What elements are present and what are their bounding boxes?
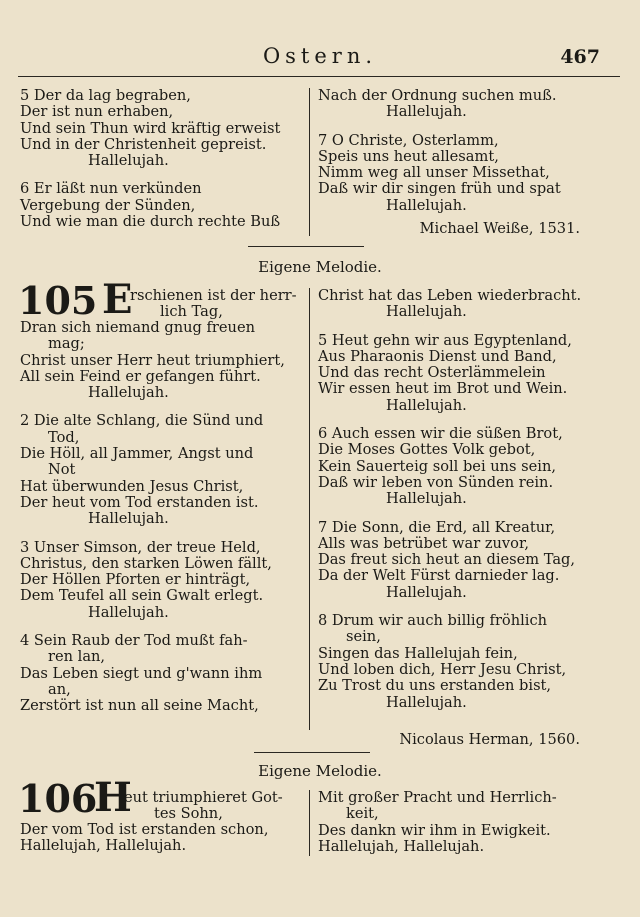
- hymn105-right-column: [318, 288, 581, 711]
- hymn-number-105: 105: [18, 278, 98, 323]
- verse-line: 5 Der da lag begraben,: [20, 87, 191, 104]
- verse-line: Zu Trost du uns erstanden bist,: [318, 677, 552, 695]
- verse-line: 7 O Christe, Osterlamm,: [318, 131, 499, 149]
- verse-line: Tod,: [48, 428, 80, 446]
- verse-line: Das freut sich heut an diesem Tag,: [318, 551, 576, 569]
- refrain-line: Hallelujah.: [386, 583, 467, 601]
- top-left-column: [20, 88, 280, 230]
- verse-line: Nimm weg all unser Missethat,: [318, 164, 550, 182]
- verse-line: Und loben dich, Herr Jesu Christ,: [318, 660, 567, 678]
- verse-line: ren lan,: [48, 648, 106, 666]
- verse-line: Dran sich niemand gnug freuen: [20, 319, 255, 336]
- verse-line: Not: [48, 461, 76, 479]
- verse-line: Das Leben siegt und g'wann ihm: [20, 664, 263, 682]
- verse-line: Die Höll, all Jammer, Angst und: [20, 445, 254, 463]
- verse-line: Des dankn wir ihm in Ewigkeit.: [318, 821, 551, 839]
- column-divider: [309, 288, 310, 730]
- verse-line: 3 Unser Simson, der treue Held,: [20, 538, 261, 556]
- verse-line: Alls was betrübet war zuvor,: [318, 534, 529, 552]
- stanza-gap: [318, 508, 581, 520]
- verse-line: Und das recht Osterlämmelein: [318, 364, 546, 382]
- column-divider: [309, 88, 310, 236]
- refrain-line: Hallelujah.: [88, 384, 169, 402]
- verse-line: Hallelujah, Hallelujah.: [318, 837, 485, 855]
- refrain-line: Hallelujah.: [386, 693, 467, 711]
- verse-line: Daß wir leben von Sünden rein.: [318, 473, 554, 491]
- author-herman: Nicolaus Herman, 1560.: [399, 731, 580, 748]
- verse-line: Zerstört ist nun all seine Macht,: [20, 697, 259, 715]
- section-divider: [248, 246, 364, 247]
- melody-label: Eigene Melodie.: [258, 258, 382, 276]
- verse-line: 6 Auch essen wir die süßen Brot,: [318, 425, 563, 443]
- verse-line: Mit großer Pracht und Herrlich-: [318, 789, 557, 806]
- hymn106-first-line-cont: tes Sohn,: [154, 805, 223, 822]
- verse-line: 4 Sein Raub der Tod mußt fah-: [20, 632, 248, 650]
- verse-line: Hat überwunden Jesus Christ,: [20, 477, 244, 495]
- verse-line: Da der Welt Fürst darnieder lag.: [318, 567, 560, 585]
- verse-line: Singen das Hallelujah fein,: [318, 644, 518, 662]
- hymn-initial-105: E: [102, 276, 133, 323]
- verse-line: an,: [48, 680, 71, 698]
- refrain-line: Hallelujah.: [386, 196, 467, 214]
- verse-line: Die Moses Gottes Volk gebot,: [318, 441, 536, 459]
- verse-line: keit,: [346, 805, 379, 823]
- verse-line: Hallelujah, Hallelujah.: [20, 837, 187, 855]
- column-divider: [309, 790, 310, 856]
- verse-line: 8 Drum wir auch billig fröhlich: [318, 612, 548, 630]
- stanza-gap: [318, 321, 581, 333]
- refrain-line: Hallelujah.: [88, 510, 169, 528]
- verse-line: 5 Heut gehn wir aus Egyptenland,: [318, 331, 572, 349]
- page-title: Ostern.: [262, 44, 378, 68]
- verse-line: Und sein Thun wird kräftig erweist: [20, 119, 281, 137]
- hymn106-left-column: [20, 822, 268, 855]
- verse-line: Christus, den starken Löwen fällt,: [20, 554, 272, 572]
- verse-line: 6 Er läßt nun verkünden: [20, 180, 202, 198]
- verse-line: 7 Die Sonn, die Erd, all Kreatur,: [318, 518, 556, 536]
- refrain-line: Hallelujah.: [386, 396, 467, 414]
- author-weisse: Michael Weiße, 1531.: [419, 220, 580, 237]
- stanza-gap: [318, 121, 561, 133]
- verse-line: Speis uns heut allesamt,: [318, 147, 499, 165]
- refrain-line: Hallelujah.: [88, 603, 169, 621]
- verse-line: mag;: [48, 335, 85, 353]
- melody-label: Eigene Melodie.: [258, 762, 382, 780]
- stanza-gap: [20, 528, 285, 540]
- verse-line: Der ist nun erhaben,: [20, 103, 174, 121]
- section-divider: [254, 752, 370, 753]
- hymn105-left-column: [20, 320, 285, 715]
- hymn106-right-column: [318, 790, 557, 855]
- verse-line: Der Höllen Pforten er hinträgt,: [20, 571, 251, 589]
- refrain-line: Hallelujah.: [386, 303, 467, 321]
- verse-line: Und wie man die durch rechte Buß: [20, 213, 281, 231]
- refrain-line: Hallelujah.: [88, 152, 169, 170]
- hymn-initial-106: H: [94, 774, 132, 821]
- verse-line: 2 Die alte Schlang, die Sünd und: [20, 412, 264, 430]
- verse-line: Nach der Ordnung suchen muß.: [318, 87, 557, 104]
- verse-line: Kein Sauerteig soll bei uns sein,: [318, 457, 557, 475]
- verse-line: All sein Feind er gefangen führt.: [20, 367, 261, 385]
- verse-line: Christ unser Herr heut triumphiert,: [20, 351, 285, 369]
- hymn105-first-line-cont: lich Tag,: [160, 303, 223, 320]
- page-number: 467: [560, 46, 600, 68]
- hymn105-first-line: rschienen ist der herr-: [130, 287, 297, 304]
- refrain-line: Hallelujah.: [386, 490, 467, 508]
- hymn106-first-line: eut triumphieret Got-: [124, 789, 283, 806]
- hymn-number-106: 106: [18, 776, 98, 821]
- verse-line: sein,: [346, 628, 381, 646]
- verse-line: Vergebung der Sünden,: [20, 196, 196, 214]
- verse-line: Aus Pharaonis Dienst und Band,: [318, 347, 557, 365]
- verse-line: Dem Teufel all sein Gwalt erlegt.: [20, 587, 264, 605]
- verse-line: Wir essen heut im Brot und Wein.: [318, 380, 568, 398]
- verse-line: Daß wir dir singen früh und spat: [318, 180, 561, 198]
- refrain-line: Hallelujah.: [386, 103, 467, 121]
- verse-line: Christ hat das Leben wiederbracht.: [318, 287, 582, 304]
- verse-line: Der heut vom Tod erstanden ist.: [20, 493, 259, 511]
- verse-line: Der vom Tod ist erstanden schon,: [20, 821, 269, 838]
- verse-line: Und in der Christenheit gepreist.: [20, 135, 267, 153]
- top-right-column: [318, 88, 561, 214]
- header-rule: [18, 76, 620, 77]
